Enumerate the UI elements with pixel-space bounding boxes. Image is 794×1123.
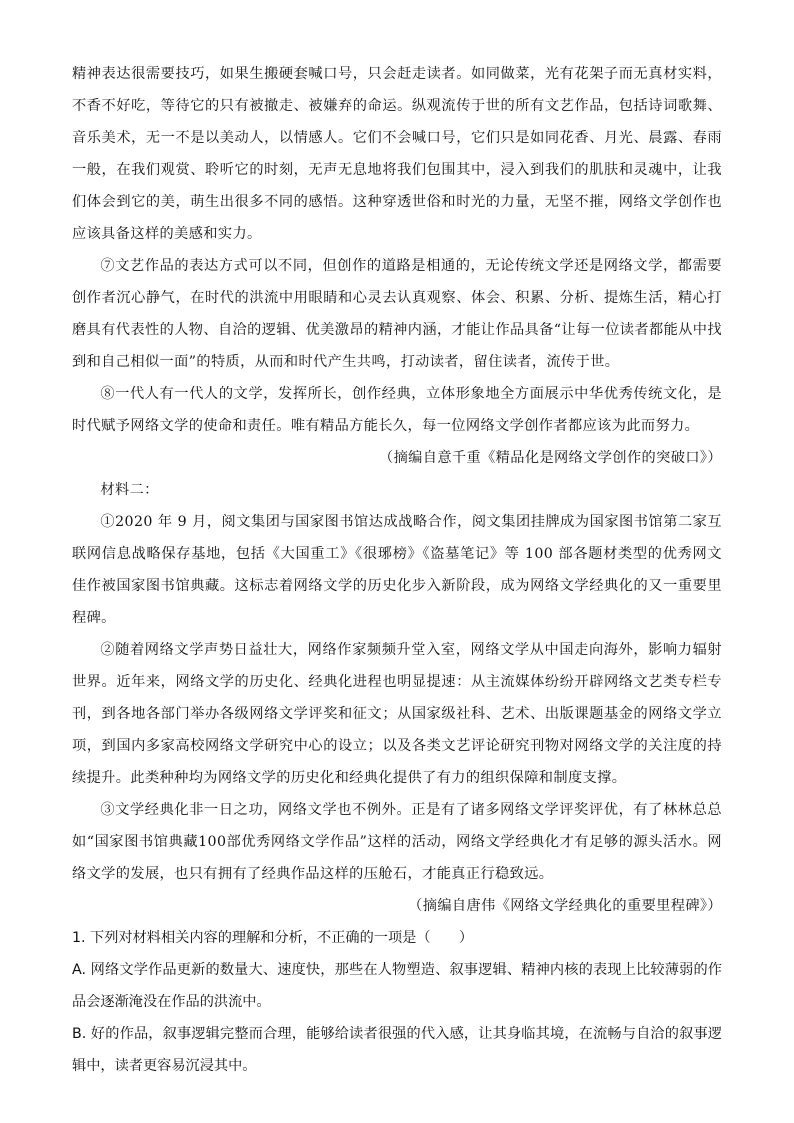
- material-one-paragraph-7: ⑦文艺作品的表达方式可以不同，但创作的道路是相通的，无论传统文学还是网络文学，都需要创作者沉心静气，在时代的洪流中用眼睛和心灵去认真观察、体会、积累、分析、提炼生活，精心打磨具有代表性的人物、自洽的逻辑、优美激昂的精神内涵，才能让作品具备“让每一位读者都能从中找到和自己相似一面”的特质，从而和时代产生共鸣，打动读者，留住读者，流传于世。: [72, 258, 722, 370]
- question-1-stem: 1. 下列对材料相关内容的理解和分析，不正确的一项是（ ）: [72, 930, 474, 946]
- material-two-paragraph-3: ③文学经典化非一日之功，网络文学也不例外。正是有了诸多网络文学评奖评优，有了林林总总如“国家图书馆典藏100部优秀网络文学作品”这样的活动，网络文学经典化才有足够的源头活水。网络文学的发展，也只有拥有了经典作品这样的压舱石，才能真正行稳致远。: [72, 802, 722, 882]
- material-one-paragraph-8: ⑧一代人有一代人的文学，发挥所长，创作经典，立体形象地全方面展示中华优秀传统文化，是时代赋予网络文学的使命和责任。唯有精品方能长久，每一位网络文学创作者都应该为此而努力。: [72, 386, 722, 434]
- material-one-section: [72, 58, 722, 474]
- page-content: [72, 58, 722, 1082]
- material-two-source: （摘编自唐伟《网络文学经典化的重要里程碑》）: [408, 898, 722, 914]
- material-one-paragraph-6-tail: 精神表达很需要技巧，如果生搬硬套喊口号，只会赶走读者。如同做菜，光有花架子而无真材实料，不香不好吃，等待它的只有被撤走、被嫌弃的命运。纵观流传于世的所有文艺作品，包括诗词歌舞、音乐美术，无一不是以美动人，以情感人。它们不会喊口号，它们只是如同花香、月光、晨露、春雨一般，在我们观赏、聆听它的时刻，无声无息地将我们包围其中，浸入到我们的肌肤和灵魂中，让我们体会到它的美，萌生出很多不同的感悟。这种穿透世俗和时光的力量，无坚不摧，网络文学创作也应该具备这样的美感和实力。: [72, 66, 722, 242]
- material-two-paragraph-2: ②随着网络文学声势日益壮大，网络作家频频升堂入室，网络文学从中国走向海外，影响力辐射世界。近年来，网络文学的历史化、经典化进程也明显提速：从主流媒体纷纷开辟网络文艺类专栏专刊，到各地各部门举办各级网络文学评奖和征文；从国家级社科、艺术、出版课题基金的网络文学立项，到国内多家高校网络文学研究中心的设立；以及各类文艺评论研究刊物对网络文学的关注度的持续提升。此类种种均为网络文学的历史化和经典化提供了有力的组织保障和制度支撑。: [72, 642, 722, 786]
- material-two-section: [72, 474, 722, 922]
- question-1-section: [72, 922, 722, 1082]
- question-1-option-a: A. 网络文学作品更新的数量大、速度快，那些在人物塑造、叙事逻辑、精神内核的表现上比较薄弱的作品会逐渐淹没在作品的洪流中。: [72, 962, 722, 1010]
- question-1-option-b: B. 好的作品，叙事逻辑完整而合理，能够给读者很强的代入感，让其身临其境，在流畅与自洽的叙事逻辑中，读者更容易沉浸其中。: [72, 1026, 722, 1074]
- material-two-label: 材料二：: [100, 482, 159, 498]
- material-two-paragraph-1: ①2020 年 9 月，阅文集团与国家图书馆达成战略合作，阅文集团挂牌成为国家图书馆第二家互联网信息战略保存基地，包括《大国重工》《很琊榜》《盗墓笔记》等 100 部各题材类型的优秀网文佳作被国家图书馆典藏。这标志着网络文学的历史化步入新阶段，成为网络文学经典化的又一重要里程碑。: [72, 514, 722, 626]
- material-one-source: （摘编自意千重《精品化是网络文学创作的突破口》）: [378, 450, 722, 466]
